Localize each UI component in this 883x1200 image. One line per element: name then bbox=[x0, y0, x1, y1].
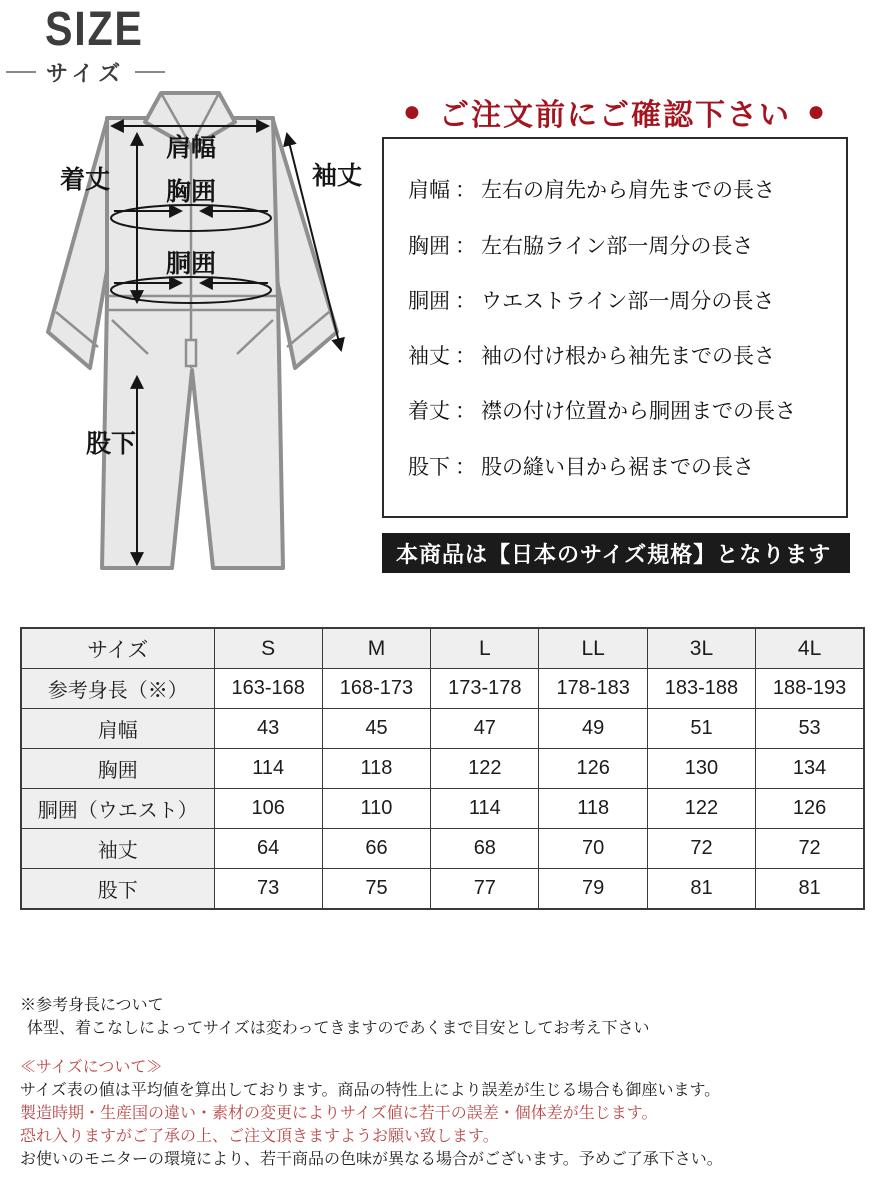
value-cell: 114 bbox=[431, 789, 539, 829]
definition-separator: ： bbox=[455, 400, 476, 424]
value-cell: 183-188 bbox=[647, 669, 755, 709]
row-label: 袖丈 bbox=[21, 829, 214, 869]
value-cell: 79 bbox=[539, 869, 647, 910]
definition-item bbox=[408, 451, 838, 481]
definition-item bbox=[408, 285, 838, 315]
definition-term: 胸囲 bbox=[408, 234, 450, 258]
value-cell: 106 bbox=[214, 789, 322, 829]
size-table bbox=[20, 627, 865, 910]
definition-separator: ： bbox=[455, 179, 476, 203]
definition-separator: ： bbox=[455, 289, 476, 313]
footnote-line: お使いのモニターの環境により、若干商品の色味が異なる場合がございます。予めご了承下さい。 bbox=[20, 1151, 723, 1168]
size-header-cell: M bbox=[322, 628, 430, 669]
definition-desc: 左右の肩先から肩先までの長さ bbox=[481, 179, 775, 203]
page-title-block bbox=[6, 4, 165, 88]
coverall-diagram bbox=[15, 80, 385, 625]
definition-desc: ウエストライン部一周分の長さ bbox=[481, 289, 775, 313]
table-row bbox=[21, 789, 864, 829]
definition-term: 着丈 bbox=[408, 400, 450, 424]
value-cell: 118 bbox=[539, 789, 647, 829]
page-subtitle: サイズ bbox=[46, 60, 126, 86]
value-cell: 110 bbox=[322, 789, 430, 829]
value-cell: 49 bbox=[539, 709, 647, 749]
measurement-definitions-box bbox=[382, 137, 848, 518]
row-label: 胴囲（ウエスト） bbox=[21, 789, 214, 829]
definition-item bbox=[408, 230, 838, 260]
value-cell: 75 bbox=[322, 869, 430, 910]
value-cell: 66 bbox=[322, 829, 430, 869]
value-cell: 64 bbox=[214, 829, 322, 869]
value-cell: 130 bbox=[647, 749, 755, 789]
value-cell: 73 bbox=[214, 869, 322, 910]
table-header-row bbox=[21, 628, 864, 669]
definition-desc: 袖の付け根から袖先までの長さ bbox=[481, 345, 775, 369]
definition-desc: 左右脇ライン部一周分の長さ bbox=[481, 234, 754, 258]
dash-line-left bbox=[6, 71, 36, 73]
size-header-cell: 4L bbox=[756, 628, 864, 669]
value-cell: 114 bbox=[214, 749, 322, 789]
value-cell: 173-178 bbox=[431, 669, 539, 709]
size-table-header bbox=[21, 628, 864, 669]
table-row bbox=[21, 829, 864, 869]
table-row bbox=[21, 749, 864, 789]
footnote-line: 体型、着こなしによってサイズは変わってきますのであくまで目安としてお考え下さい bbox=[27, 1020, 650, 1037]
row-label: 肩幅 bbox=[21, 709, 214, 749]
dash-line-right bbox=[135, 71, 165, 73]
definition-term: 肩幅 bbox=[408, 179, 450, 203]
value-cell: 178-183 bbox=[539, 669, 647, 709]
confirm-before-order-heading bbox=[382, 92, 848, 132]
value-cell: 126 bbox=[756, 789, 864, 829]
table-row bbox=[21, 669, 864, 709]
table-row bbox=[21, 869, 864, 910]
value-cell: 81 bbox=[756, 869, 864, 910]
value-cell: 168-173 bbox=[322, 669, 430, 709]
definition-separator: ： bbox=[455, 345, 476, 369]
size-header-cell: LL bbox=[539, 628, 647, 669]
confirm-heading-text: ご注文前にご確認下さい bbox=[439, 99, 791, 132]
red-dot-icon: ● bbox=[402, 95, 423, 128]
value-cell: 163-168 bbox=[214, 669, 322, 709]
value-cell: 68 bbox=[431, 829, 539, 869]
size-header-cell: 3L bbox=[647, 628, 755, 669]
label-body-length: 着丈 bbox=[59, 166, 111, 194]
definition-term: 袖丈 bbox=[408, 345, 450, 369]
size-header-cell: S bbox=[214, 628, 322, 669]
label-chest: 胸囲 bbox=[165, 178, 217, 206]
size-header-cell: L bbox=[431, 628, 539, 669]
value-cell: 72 bbox=[647, 829, 755, 869]
size-table-body bbox=[21, 669, 864, 910]
footnote-line: 製造時期・生産国の違い・素材の変更によりサイズ値に若干の誤差・個体差が生じます。 bbox=[20, 1105, 658, 1122]
value-cell: 45 bbox=[322, 709, 430, 749]
definition-item bbox=[408, 174, 838, 204]
footnote-line: ※参考身長について bbox=[20, 997, 164, 1014]
definition-desc: 股の縫い目から裾までの長さ bbox=[481, 455, 754, 479]
value-cell: 70 bbox=[539, 829, 647, 869]
value-cell: 126 bbox=[539, 749, 647, 789]
footnote-line: ≪サイズについて≫ bbox=[20, 1059, 163, 1076]
table-row bbox=[21, 709, 864, 749]
value-cell: 53 bbox=[756, 709, 864, 749]
definition-term: 胴囲 bbox=[408, 289, 450, 313]
label-sleeve-length: 袖丈 bbox=[311, 162, 363, 190]
value-cell: 122 bbox=[647, 789, 755, 829]
value-cell: 72 bbox=[756, 829, 864, 869]
value-cell: 51 bbox=[647, 709, 755, 749]
value-cell: 188-193 bbox=[756, 669, 864, 709]
value-cell: 47 bbox=[431, 709, 539, 749]
value-cell: 77 bbox=[431, 869, 539, 910]
row-label: 胸囲 bbox=[21, 749, 214, 789]
footnote-line: 恐れ入りますがご了承の上、ご注文頂きますようお願い致します。 bbox=[20, 1128, 499, 1145]
label-shoulder-width: 肩幅 bbox=[165, 134, 217, 162]
definition-item bbox=[408, 395, 838, 425]
red-dot-icon: ● bbox=[807, 95, 828, 128]
row-label: 股下 bbox=[21, 869, 214, 910]
definition-item bbox=[408, 340, 838, 370]
label-waist: 胴囲 bbox=[165, 250, 217, 278]
definition-separator: ： bbox=[455, 234, 476, 258]
value-cell: 81 bbox=[647, 869, 755, 910]
value-cell: 118 bbox=[322, 749, 430, 789]
size-column-title: サイズ bbox=[21, 628, 214, 669]
page-title: SIZE bbox=[45, 3, 144, 56]
label-inseam: 股下 bbox=[85, 430, 137, 458]
row-label: 参考身長（※） bbox=[21, 669, 214, 709]
definition-term: 股下 bbox=[408, 455, 450, 479]
definition-separator: ： bbox=[455, 455, 476, 479]
value-cell: 134 bbox=[756, 749, 864, 789]
jis-standard-bar: 本商品は【日本のサイズ規格】となります bbox=[382, 533, 850, 573]
value-cell: 43 bbox=[214, 709, 322, 749]
definition-desc: 襟の付け位置から胴囲までの長さ bbox=[481, 400, 796, 424]
footnote-line: サイズ表の値は平均値を算出しております。商品の特性上により誤差が生じる場合も御座います。 bbox=[20, 1082, 721, 1099]
value-cell: 122 bbox=[431, 749, 539, 789]
footnotes bbox=[20, 994, 870, 1171]
